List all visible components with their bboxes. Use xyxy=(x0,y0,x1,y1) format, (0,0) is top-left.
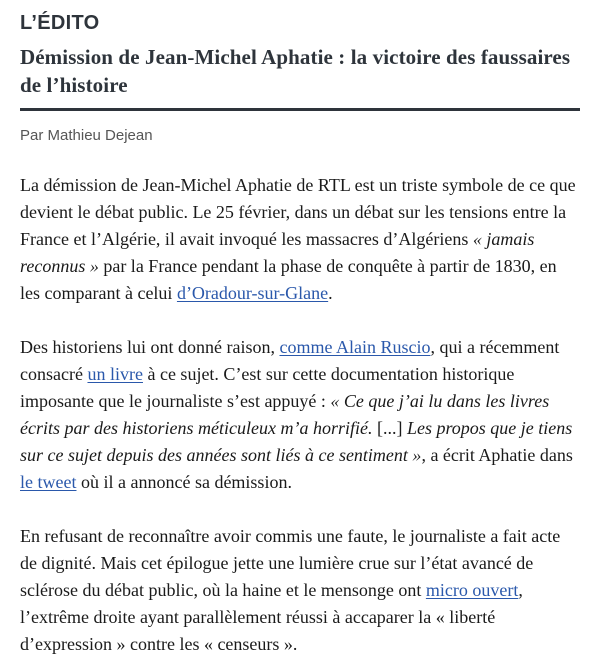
text-run: à ce sujet. C’est sur cette documentation historique imposante que le journaliste s’est appuyé : xyxy=(20,364,515,411)
text-run: . xyxy=(328,283,333,303)
inline-link[interactable]: d’Oradour-sur-Glane xyxy=(176,283,329,303)
quote-italic: « Ce que j’ai lu dans les livres écrits par des historiens méticuleux m’a horrifié. xyxy=(20,391,550,438)
text-run: , qui a récemment consacré xyxy=(20,337,560,384)
byline: Par Mathieu Dejean xyxy=(20,127,153,144)
inline-link[interactable]: un livre xyxy=(87,364,143,384)
text-run: Des historiens lui ont donné raison, xyxy=(20,337,280,357)
inline-link[interactable]: micro ouvert xyxy=(425,580,519,600)
article-body xyxy=(20,172,580,658)
title-divider xyxy=(20,108,580,111)
article-title: Démission de Jean-Michel Aphatie : la victoire des faussaires de l’histoire xyxy=(20,45,571,97)
text-run: par la France pendant la phase de conquête à partir de 1830, en les comparant à celui xyxy=(20,256,557,303)
inline-link[interactable]: le tweet xyxy=(20,472,77,492)
quote-italic: Les propos que je tiens sur ce sujet depuis des années sont liés à ce sentiment » xyxy=(20,418,573,465)
text-run: où il a annoncé sa démission. xyxy=(76,472,292,492)
article-paragraph xyxy=(20,172,580,307)
text-run: , l’extrême droite ayant parallèlement réussi à accaparer la « liberté d’expression » contre les « censeurs ». xyxy=(20,580,523,654)
edito-kicker: L’ÉDITO xyxy=(20,12,100,34)
text-run: En refusant de reconnaître avoir commis une faute, le journaliste a fait acte de dignité. Mais cet épilogue jette une lumière crue sur l’état avancé de sclérose du débat public, où la haine et le mensonge ont xyxy=(20,526,561,600)
article-paragraph xyxy=(20,334,580,496)
text-run: La démission de Jean-Michel Aphatie de RTL est un triste symbole de ce que devient le débat public. Le 25 février, dans un débat sur les tensions entre la France et l’Algérie, il avait invoqué les massacres d’Algériens xyxy=(20,175,576,249)
text-run: , a écrit Aphatie dans xyxy=(421,445,573,465)
inline-link[interactable]: comme Alain Ruscio xyxy=(279,337,431,357)
text-run: [...] xyxy=(376,418,403,438)
quote-italic: « jamais reconnus » xyxy=(20,229,535,276)
